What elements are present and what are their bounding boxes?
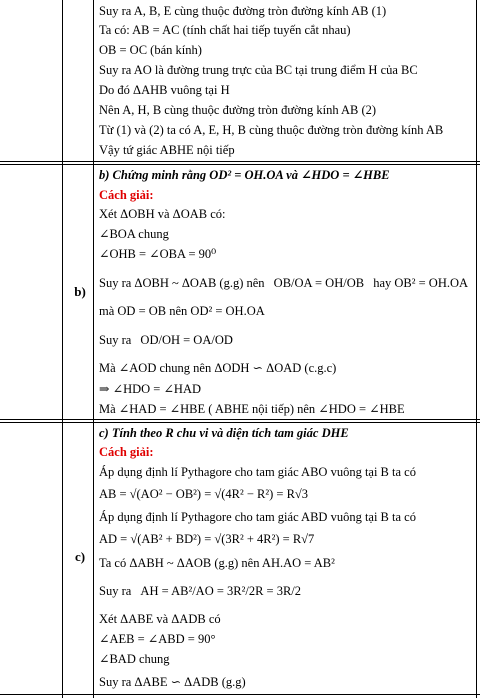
text-line: Từ (1) và (2) ta có A, E, H, B cùng thuộc đường tròn đường kính AB xyxy=(99,123,444,137)
column-divider xyxy=(93,0,94,698)
text-line: Suy ra ΔABE ∽ ΔADB (g.g) xyxy=(99,675,246,689)
text-line: ∠AEB = ∠ABD = 90° xyxy=(99,632,216,646)
text-span: Suy ra xyxy=(99,584,132,598)
text-line: AD = √(AB² + BD²) = √(3R² + 4R²) = R√7 xyxy=(99,532,315,546)
text-line: ∠BOA chung xyxy=(99,227,169,241)
text-line: Mà ∠HAD = ∠HBE ( ABHE nội tiếp) nên ∠HDO = ∠HBE xyxy=(99,402,405,416)
section-c-method-heading: Cách giải: xyxy=(99,445,154,459)
text-line: Xét ΔABE và ΔADB có xyxy=(99,612,221,626)
text-line: Vậy tứ giác ABHE nội tiếp xyxy=(99,143,235,157)
text-line: Áp dụng định lí Pythagore cho tam giác ABD vuông tại B ta có xyxy=(99,510,416,524)
text-line: Suy ra A, B, E cùng thuộc đường tròn đường kính AB (1) xyxy=(99,4,387,18)
text-line: ∠BAD chung xyxy=(99,652,170,666)
text-line: OB = OC (bán kính) xyxy=(99,43,202,57)
text-line: ⇒ ∠HDO = ∠HAD xyxy=(99,382,202,396)
fraction-expression: OD/OH = OA/OD xyxy=(140,333,233,347)
text-line: Ta có: AB = AC (tính chất hai tiếp tuyến cắt nhau) xyxy=(99,23,351,37)
text-line: Ta có ΔABH ~ ΔAOB (g.g) nên AH.AO = AB² xyxy=(99,556,335,570)
fraction-expression: AH = AB²/AO = 3R²/2R = 3R/2 xyxy=(140,584,302,598)
text-line: mà OD = OB nên OD² = OH.OA xyxy=(99,304,265,318)
table-border-right xyxy=(476,0,477,698)
text-span: Suy ra ΔOBH ~ ΔOAB (g.g) nên xyxy=(99,276,265,290)
row-divider-c xyxy=(0,419,480,423)
row-label-b: b) xyxy=(74,284,86,299)
text-line: Suy ra AO là đường trung trực của BC tại trung điểm H của BC xyxy=(99,63,418,77)
text-line: Xét ΔOBH và ΔOAB có: xyxy=(99,207,226,221)
table-border-bottom xyxy=(0,694,480,695)
text-line: Áp dụng định lí Pythagore cho tam giác ABO vuông tại B ta có xyxy=(99,465,416,479)
text-line: Nên A, H, B cùng thuộc đường tròn đường kính AB (2) xyxy=(99,103,377,117)
text-line: Mà ∠AOD chung nên ΔODH ∽ ΔOAD (c.g.c) xyxy=(99,361,337,375)
table-border-left xyxy=(62,0,63,698)
fraction-expression: OB/OA = OH/OB xyxy=(273,276,365,290)
text-line: Do đó ΔAHB vuông tại H xyxy=(99,83,230,97)
text-span: Suy ra xyxy=(99,333,132,347)
text-line xyxy=(99,276,468,291)
text-span: hay OB² = OH.OA xyxy=(373,276,469,290)
section-b-title: b) Chứng minh rằng OD² = OH.OA và ∠HDO = ∠HBE xyxy=(99,168,390,182)
section-c-title: c) Tính theo R chu vi và diện tích tam giác DHE xyxy=(99,426,349,440)
row-label-c: c) xyxy=(74,549,86,564)
section-b-method-heading: Cách giải: xyxy=(99,188,154,202)
text-line xyxy=(99,584,301,599)
text-line: AB = √(AO² − OB²) = √(4R² − R²) = R√3 xyxy=(99,487,309,501)
row-divider-b xyxy=(0,161,480,165)
text-line: ∠OHB = ∠OBA = 90⁰ xyxy=(99,247,217,261)
text-line xyxy=(99,333,233,348)
